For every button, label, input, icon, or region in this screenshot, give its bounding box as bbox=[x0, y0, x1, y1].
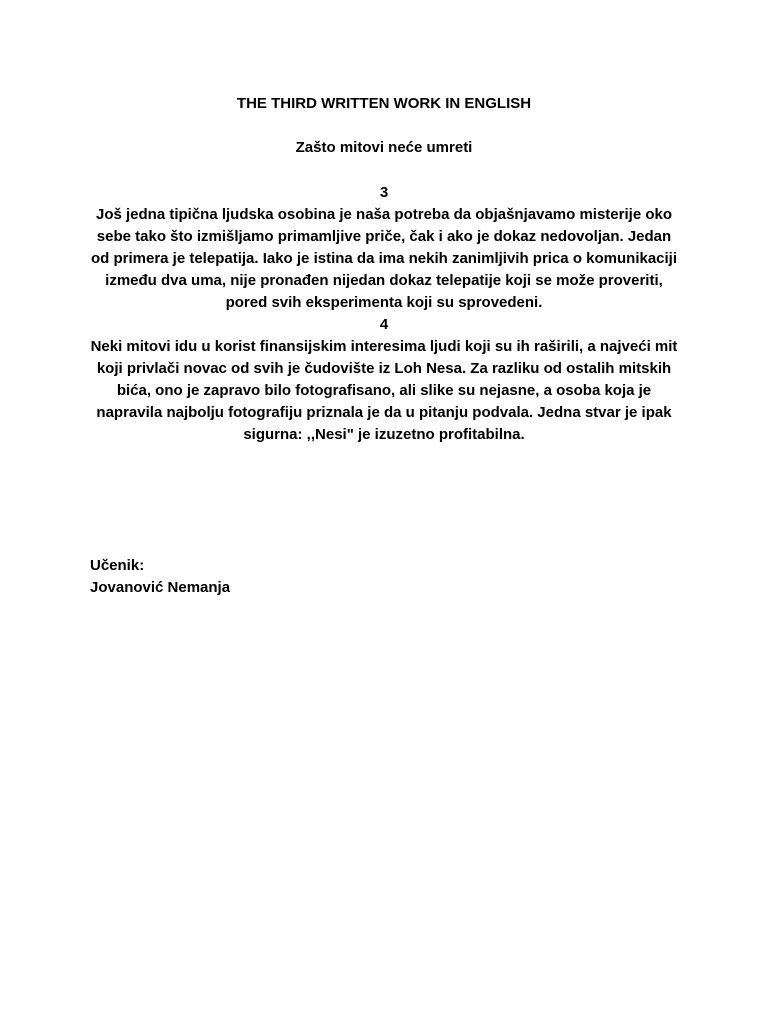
section-number-3: 3 bbox=[379, 184, 389, 201]
student-name: Jovanović Nemanja bbox=[90, 579, 231, 596]
student-signature bbox=[90, 555, 490, 599]
student-label: Učenik: bbox=[90, 557, 145, 574]
section-paragraph-3: Još jedna tipična ljudska osobina je naša potreba da objašnjavamo misterije oko sebe tako što izmišljamo primamljive priče, čak i ako je dokaz nedovoljan. Jedan od primera je telepatija. Iako je istina da ima nekih zanimljivih prica o komunikaciji između dva uma, nije pronađen nijedan dokaz telepatije koji se može proveriti, pored svih eksperimenta koji su sprovedeni. bbox=[90, 206, 678, 311]
section-paragraph-4: Neki mitovi idu u korist finansijskim interesima ljudi koji su ih raširili, a najveći mit koji privlači novac od svih je čudovište iz Loh Nesa. Za razliku od ostalih mitskih bića, ono je zapravo bilo fotografisano, ali slike su nejasne, a osoba koja je napravila najbolju fotografiju priznala je da u pitanju podvala. Jedna stvar je ipak sigurna: ,,Nesi" je izuzetno profitabilna. bbox=[90, 338, 678, 443]
document-subtitle: Zašto mitovi neće umreti bbox=[295, 139, 473, 156]
document-title: THE THIRD WRITTEN WORK IN ENGLISH bbox=[236, 95, 532, 112]
document-body bbox=[88, 182, 680, 446]
section-number-4: 4 bbox=[379, 316, 389, 333]
